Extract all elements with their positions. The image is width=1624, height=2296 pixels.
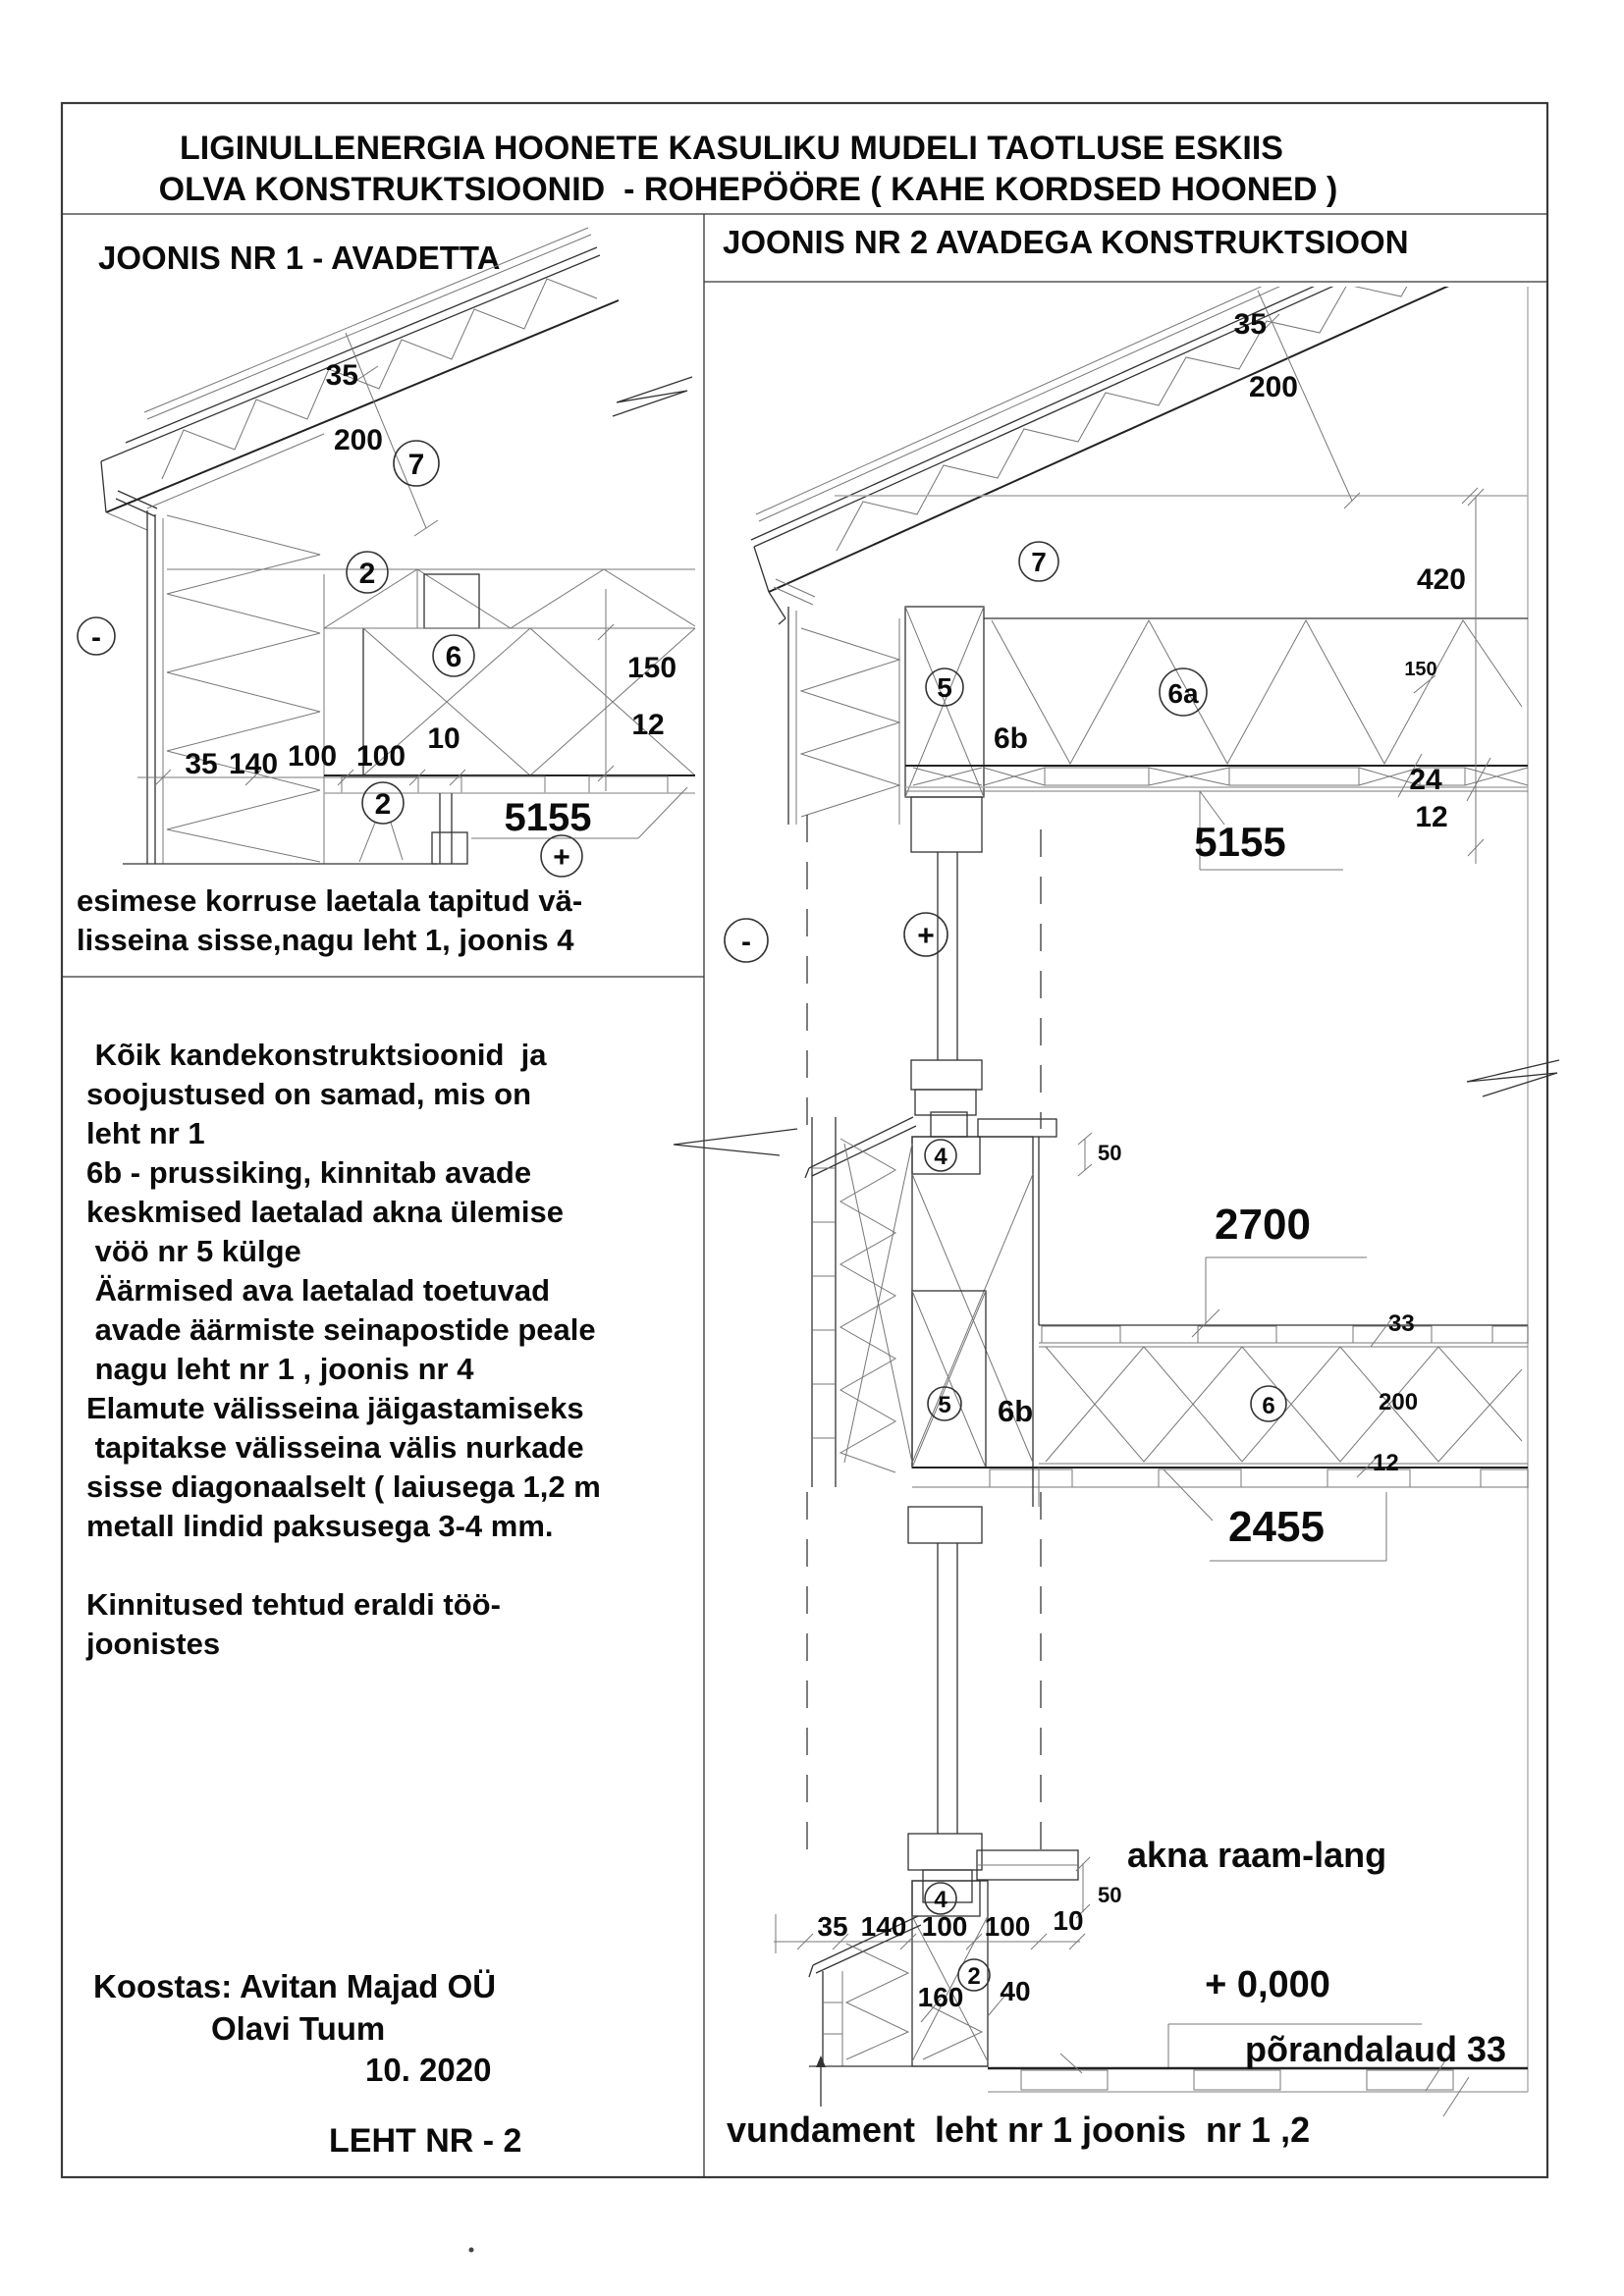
dim-100a: 100: [921, 1911, 968, 1942]
dim-5155: 5155: [504, 796, 592, 839]
credits-person: Olavi Tuum: [211, 2010, 386, 2047]
dim-100b: 100: [984, 1911, 1031, 1942]
callout-5b: 5: [938, 1392, 951, 1418]
note-line: 6b - prussiking, kinnitab avade: [86, 1155, 532, 1190]
note-line: sisse diagonaalselt ( laiusega 1,2 m: [86, 1469, 601, 1504]
note-line: tapitakse välisseina välis nurkade: [86, 1430, 584, 1465]
note-line: soojustused on samad, mis on: [86, 1077, 532, 1111]
callout-7: 7: [407, 449, 425, 481]
callout-4a: 4: [934, 1144, 947, 1170]
dim-140: 140: [228, 748, 279, 780]
note-line: avade äärmiste seinapostide peale: [86, 1312, 596, 1347]
dim-100b: 100: [355, 740, 406, 773]
callout-minus: -: [91, 621, 101, 654]
label-porandalaud: põrandalaud 33: [1245, 2029, 1507, 2069]
dim-12a: 12: [1415, 801, 1448, 833]
right-panel-header: JOONIS NR 2 AVADEGA KONSTRUKTSIOON: [723, 224, 1409, 260]
right-upper-detail: [788, 291, 1528, 1090]
left-caption-line1: esimese korruse laetala tapitud vä-: [77, 883, 583, 918]
callout-minus: -: [741, 926, 751, 958]
credits-author: Koostas: Avitan Majad OÜ: [93, 1968, 497, 2004]
stray-dot: [469, 2248, 474, 2253]
left-credits-block: [93, 1968, 521, 2160]
dim-12: 12: [631, 709, 665, 741]
callout-5a: 5: [937, 672, 952, 703]
sheet-number: LEHT NR - 2: [329, 2122, 522, 2160]
right-drawing-callouts: [725, 542, 1286, 1991]
dim-150: 150: [1404, 659, 1437, 680]
dim-33: 33: [1388, 1310, 1415, 1337]
callout-plus: +: [553, 841, 570, 874]
note-line: Kõik kandekonstruktsioonid ja: [86, 1038, 547, 1072]
credits-date: 10. 2020: [365, 2052, 492, 2088]
dim-160: 160: [917, 1982, 964, 2012]
callout-7: 7: [1031, 547, 1047, 577]
dim-150: 150: [626, 652, 677, 684]
label-6b-upper: 6b: [994, 722, 1029, 755]
dim-2700: 2700: [1215, 1201, 1311, 1249]
label-6b-mid: 6b: [998, 1394, 1034, 1428]
sheet-title-line2: OLVA KONSTRUKTSIOONID - ROHEPÖÖRE ( KAHE KORDSED HOONED ): [158, 171, 1338, 208]
callout-2a: 2: [358, 558, 376, 590]
callout-plus: +: [917, 920, 935, 952]
dim-35b: 35: [185, 748, 218, 780]
note-line: joonistes: [86, 1627, 221, 1661]
label-akna-raam-lang: akna raam-lang: [1127, 1835, 1387, 1875]
sheet-title-line1: LIGINULLENERGIA HOONETE KASULIKU MUDELI TAOTLUSE ESKIIS: [180, 130, 1283, 167]
dim-140: 140: [860, 1911, 907, 1942]
right-section-break-lines: [807, 815, 1559, 1865]
right-mid-detail: [805, 1090, 1528, 1870]
dim-200: 200: [333, 424, 383, 456]
left-drawing-dimension-texts: [185, 359, 677, 839]
note-line: nagu leht nr 1 , joonis nr 4: [86, 1352, 474, 1386]
left-drawing-ceiling-beams: [167, 569, 695, 864]
dim-35: 35: [325, 359, 358, 392]
left-panel-header: JOONIS NR 1 - AVADETTA: [98, 240, 501, 276]
right-bottom-detail: [774, 1850, 1528, 2116]
dim-40: 40: [1000, 1976, 1031, 2006]
note-line: Äärmised ava laetalad toetuvad: [86, 1273, 551, 1308]
callout-6: 6: [445, 641, 462, 673]
note-line: leht nr 1: [86, 1116, 205, 1150]
dim-5155: 5155: [1194, 819, 1286, 865]
label-level-0000: + 0,000: [1205, 1964, 1330, 2005]
dim-50b: 50: [1098, 1883, 1122, 1907]
dim-10: 10: [1053, 1905, 1084, 1936]
callout-2b: 2: [374, 788, 392, 821]
dim-2455: 2455: [1228, 1503, 1325, 1551]
note-line: Kinnitused tehtud eraldi töö-: [86, 1587, 501, 1622]
callout-6a: 6a: [1167, 678, 1199, 709]
note-line: metall lindid paksusega 3-4 mm.: [86, 1509, 554, 1543]
dim-200: 200: [1248, 371, 1298, 403]
dim-35b: 35: [817, 1911, 848, 1942]
left-notes-block: [85, 1038, 601, 1661]
note-line: keskmised laetalad akna ülemise: [86, 1195, 564, 1229]
callout-4b: 4: [934, 1887, 947, 1913]
left-caption-line2: lisseina sisse,nagu leht 1, joonis 4: [77, 923, 574, 957]
dim-200b: 200: [1379, 1389, 1419, 1415]
dim-24: 24: [1409, 764, 1442, 796]
callout-6: 6: [1262, 1393, 1275, 1419]
right-drawing-dimension-texts: [817, 308, 1466, 2012]
dim-10: 10: [427, 722, 460, 755]
dim-100a: 100: [287, 740, 338, 773]
dim-12b: 12: [1373, 1450, 1399, 1476]
note-line: vöö nr 5 külge: [86, 1234, 301, 1268]
left-drawing-dimension-lines: [137, 333, 797, 1155]
dim-35: 35: [1233, 308, 1267, 341]
dim-50a: 50: [1098, 1141, 1122, 1165]
note-line: Elamute välisseina jäigastamiseks: [86, 1391, 584, 1425]
dim-420: 420: [1416, 563, 1466, 596]
caption-vundament: vundament leht nr 1 joonis nr 1 ,2: [727, 2109, 1311, 2150]
callout-2: 2: [967, 1963, 981, 1990]
